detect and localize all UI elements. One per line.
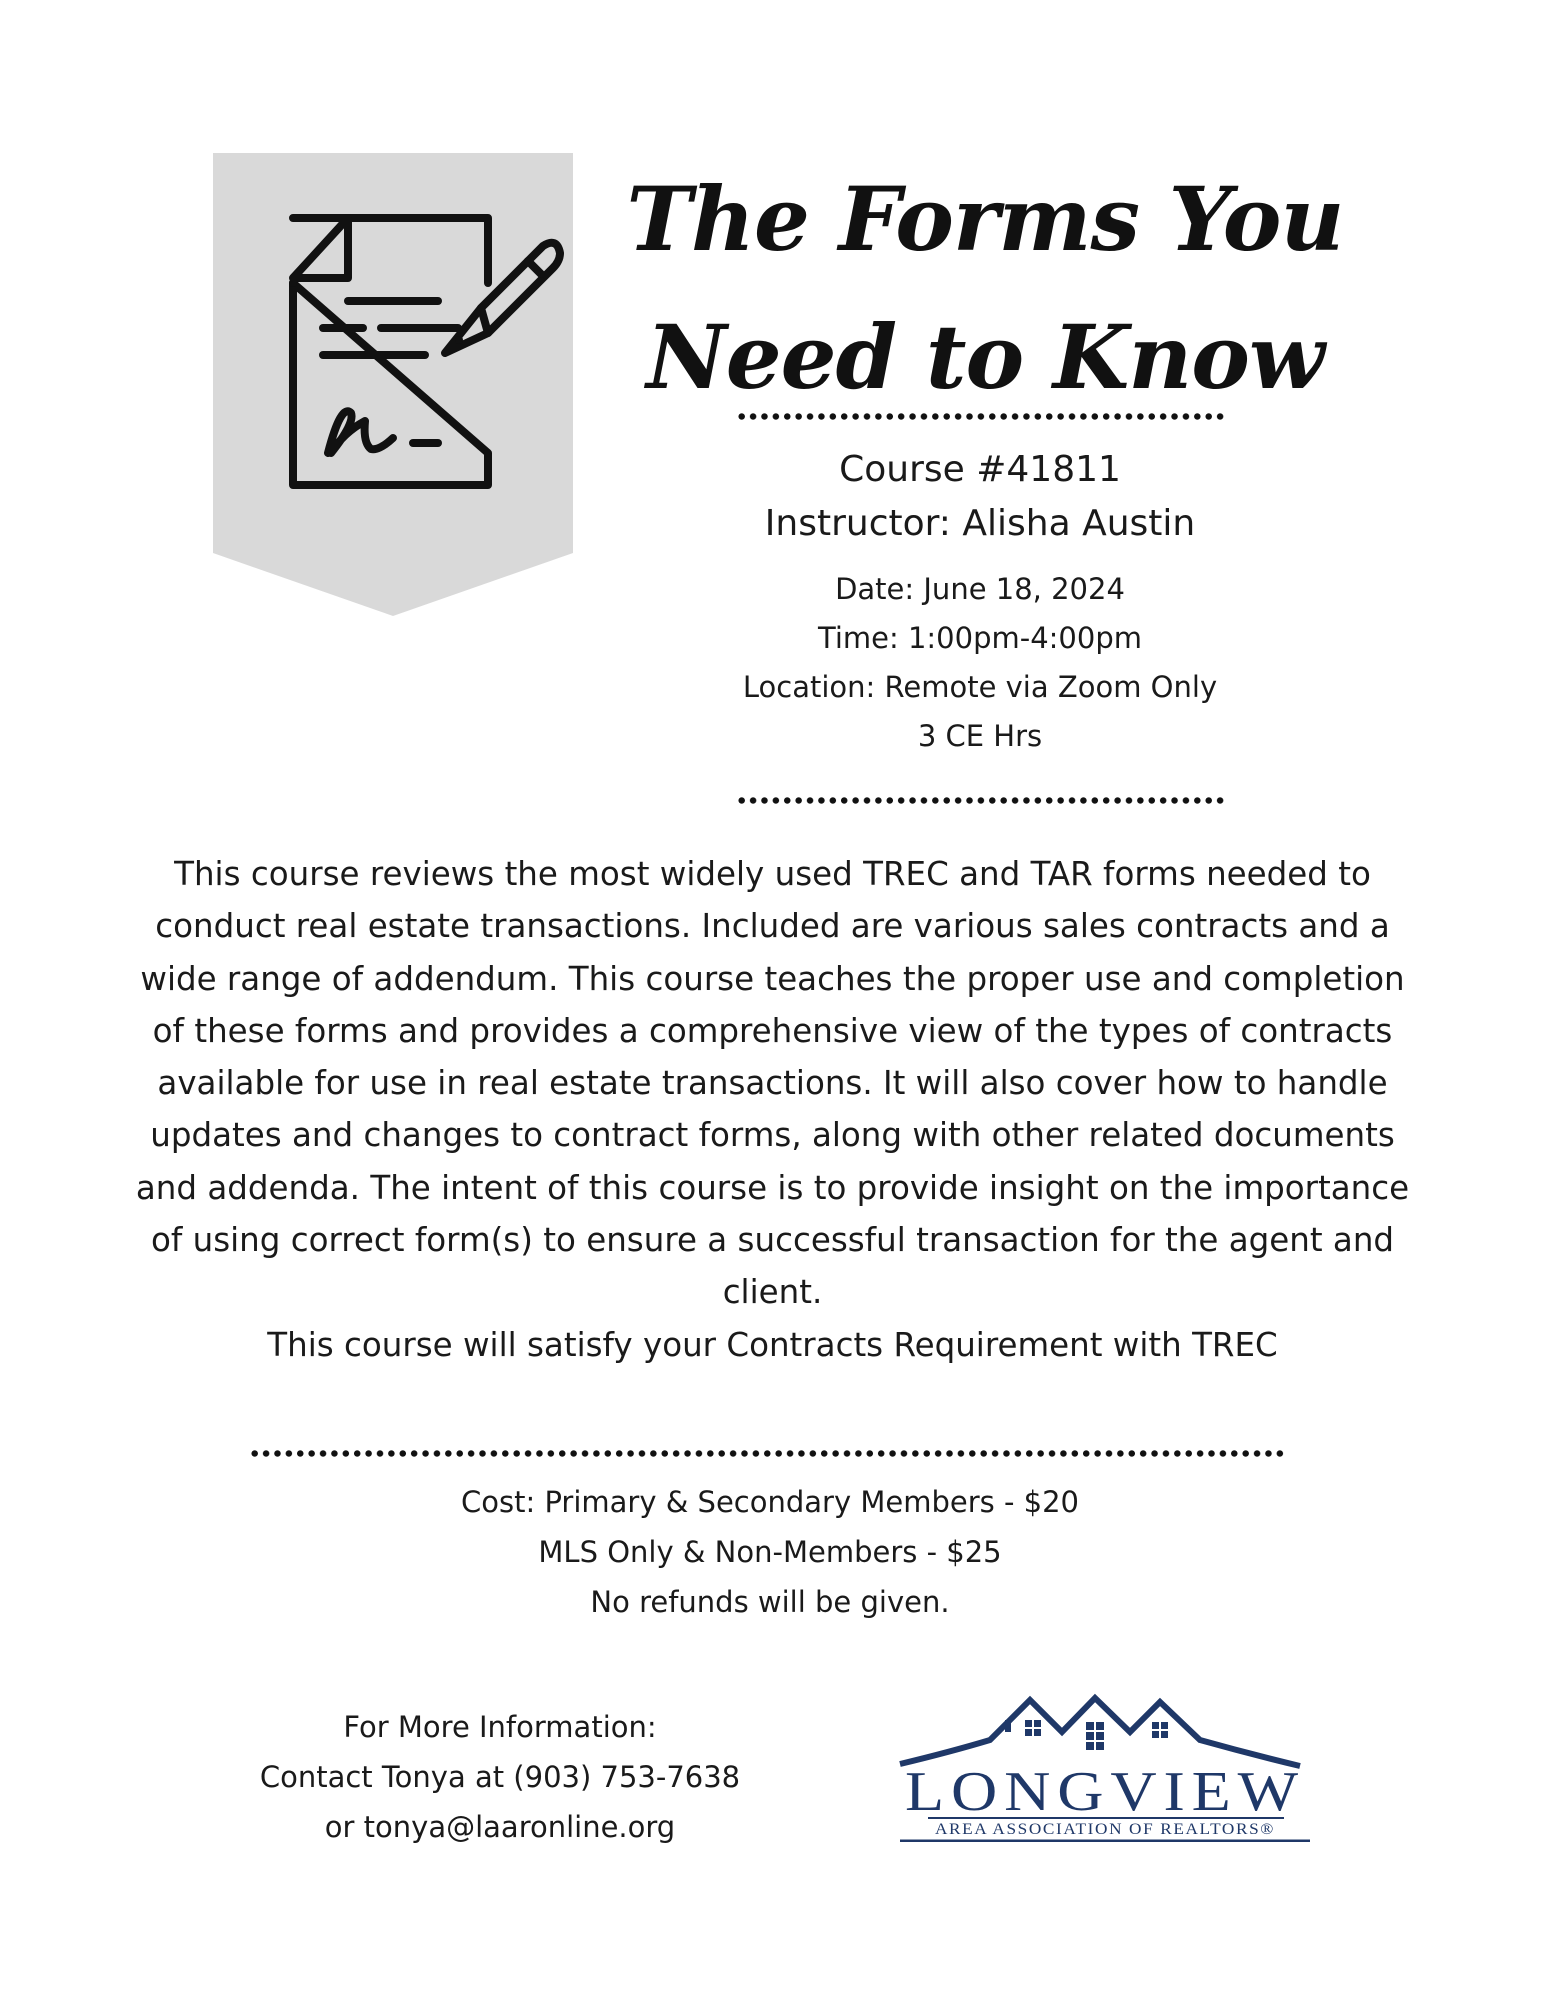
member-cost: Cost: Primary & Secondary Members - $20 bbox=[460, 1485, 1080, 1519]
contact-email: or tonya@laaronline.org bbox=[324, 1810, 676, 1844]
logo-subtitle: AREA ASSOCIATION OF REALTORS® bbox=[935, 1821, 1275, 1838]
requirement-note: This course will satisfy your Contracts Requirement with TREC bbox=[267, 1325, 1278, 1364]
logo-name: LONGVIEW bbox=[905, 1761, 1305, 1823]
contact-phone: Contact Tonya at (903) 753-7638 bbox=[259, 1760, 741, 1794]
contact-info bbox=[160, 1702, 840, 1852]
description-body: This course reviews the most widely used TREC and TAR forms needed to conduct real estate transactions. Included are various sales contracts and a wide range of addendum. This course teaches the proper use and completion of these forms and provides a comprehensive view of the types of contracts available for use in real estate transactions. It will also cover how to handle updates and changes to contract forms, along with other related documents and addenda. The intent of this course is to provide insight on the importance of using correct form(s) to ensure a successful transaction for the agent and client. bbox=[135, 855, 1410, 1312]
non-member-cost: MLS Only & Non-Members - $25 bbox=[538, 1535, 1002, 1569]
instructor-name: Instructor: Alisha Austin bbox=[764, 503, 1196, 544]
refund-policy: No refunds will be given. bbox=[590, 1585, 950, 1619]
document-signature-badge bbox=[213, 153, 573, 616]
longview-association-logo bbox=[890, 1692, 1320, 1842]
title-line-2: Need to Know bbox=[646, 305, 1324, 409]
course-number: Course #41811 bbox=[839, 449, 1121, 490]
course-location: Location: Remote via Zoom Only bbox=[742, 670, 1218, 704]
course-description bbox=[120, 848, 1425, 1371]
dotted-divider bbox=[736, 796, 1226, 805]
dotted-divider bbox=[736, 412, 1226, 421]
title-line-1: The Forms You bbox=[626, 167, 1344, 271]
contact-heading: For More Information: bbox=[343, 1710, 657, 1744]
dotted-divider bbox=[249, 1449, 1287, 1458]
course-details bbox=[650, 565, 1310, 761]
course-ce-hours: 3 CE Hrs bbox=[917, 719, 1043, 753]
course-time: Time: 1:00pm-4:00pm bbox=[818, 621, 1142, 655]
cost-info bbox=[270, 1477, 1270, 1627]
course-date: Date: June 18, 2024 bbox=[835, 572, 1125, 606]
page-title bbox=[620, 150, 1350, 426]
